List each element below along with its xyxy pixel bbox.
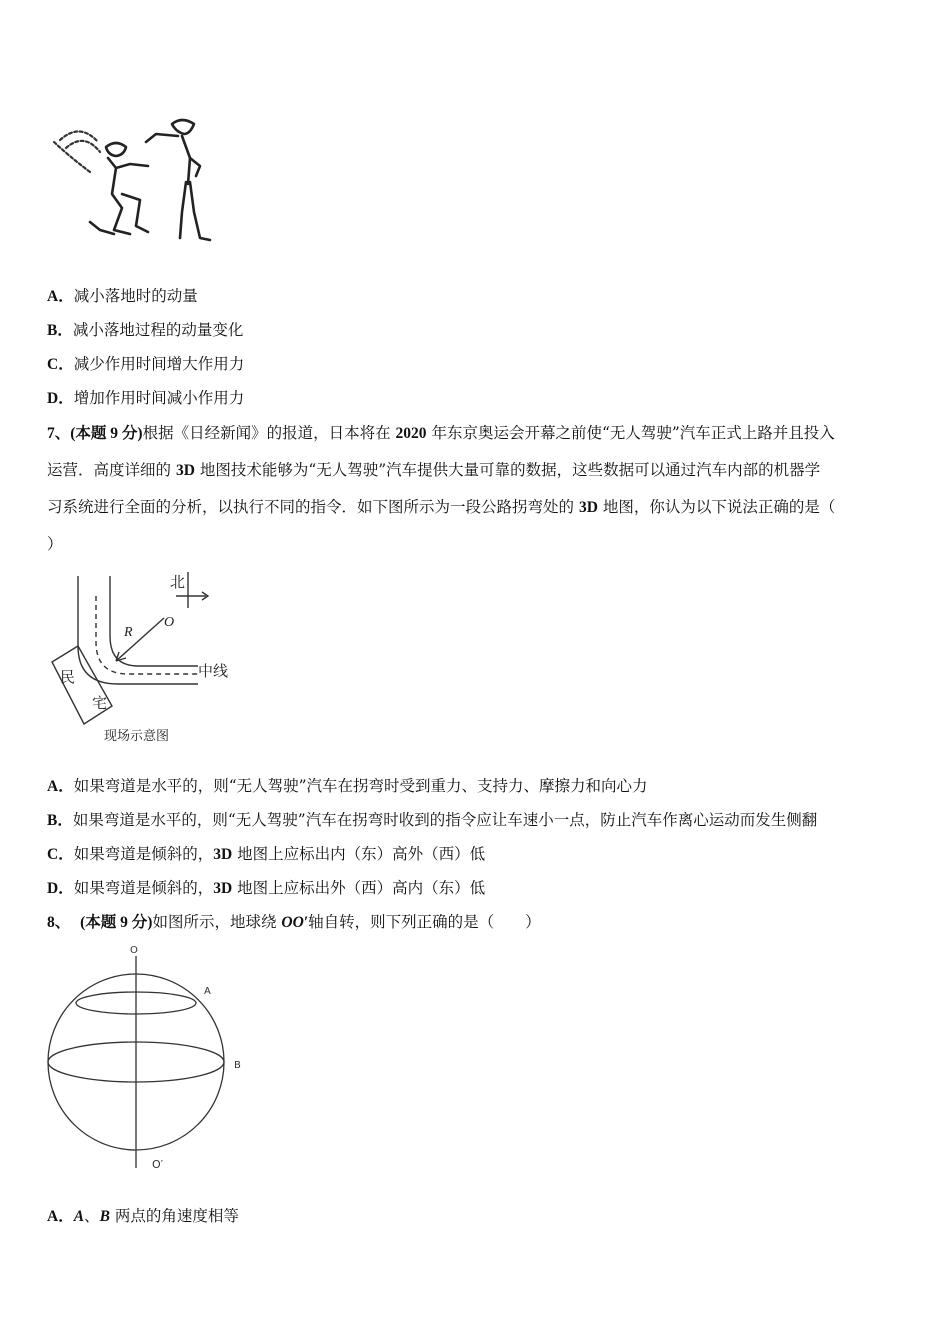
road-curve-figure xyxy=(46,566,236,748)
q7-option-c: C．如果弯道是倾斜的，3D 地图上应标出内（东）高外（西）低 xyxy=(47,845,486,863)
q7-stem-line-1: 7、(本题 9 分)根据《日经新闻》的报道，日本将在 2020 年东京奥运会开幕之前使“无人驾驶”汽车正式上路并且投入 xyxy=(47,424,835,442)
point-a-label: A xyxy=(204,986,211,997)
centerline-label: 中线 xyxy=(198,662,229,680)
earth-rotation-figure xyxy=(42,940,252,1175)
axis-top-label: O xyxy=(130,945,138,956)
road-curve-map xyxy=(46,566,236,748)
q7-stem-line-2: 运营．高度详细的 3D 地图技术能够为“无人驾驶”汽车提供大量可靠的数据，这些数据可以通过汽车内部的机器学 xyxy=(47,461,821,479)
house-label-2: 宅 xyxy=(92,694,108,712)
jump-landing-figure xyxy=(50,112,220,247)
q6-option-d: D．增加作用时间减小作用力 xyxy=(47,389,245,407)
q7-stem-line-3: 习系统进行全面的分析，以执行不同的指令．如下图所示为一段公路拐弯处的 3D 地图，你认为以下说法正确的是（ xyxy=(47,498,836,516)
center-label: O xyxy=(164,615,175,630)
jump-landing-illustration xyxy=(50,112,220,247)
axis-bottom-label: O′ xyxy=(152,1158,164,1171)
q7-stem-line-4: ） xyxy=(47,535,63,553)
point-b-label: B xyxy=(234,1060,241,1071)
q6-option-a: A．减小落地时的动量 xyxy=(47,287,198,305)
q8-option-a: A．A、B 两点的角速度相等 xyxy=(47,1207,239,1225)
figure-caption: 现场示意图 xyxy=(104,729,170,744)
q8-stem: 8、 (本题 9 分)如图所示，地球绕 OO′轴自转，则下列正确的是（ ） xyxy=(47,913,541,931)
radius-label: R xyxy=(124,625,133,640)
earth-globe-diagram xyxy=(42,940,252,1175)
house-label-1: 民 xyxy=(60,668,76,686)
q6-option-b: B．减小落地过程的动量变化 xyxy=(47,321,244,339)
q7-option-d: D．如果弯道是倾斜的，3D 地图上应标出外（西）高内（东）低 xyxy=(47,879,486,897)
q6-option-c: C．减少作用时间增大作用力 xyxy=(47,355,245,373)
north-label: 北 xyxy=(170,573,186,591)
q7-option-a: A．如果弯道是水平的，则“无人驾驶”汽车在拐弯时受到重力、支持力、摩擦力和向心力 xyxy=(47,777,648,795)
q7-option-b: B．如果弯道是水平的，则“无人驾驶”汽车在拐弯时收到的指令应让车速小一点，防止汽车作离心运动而发生侧翻 xyxy=(47,811,818,829)
